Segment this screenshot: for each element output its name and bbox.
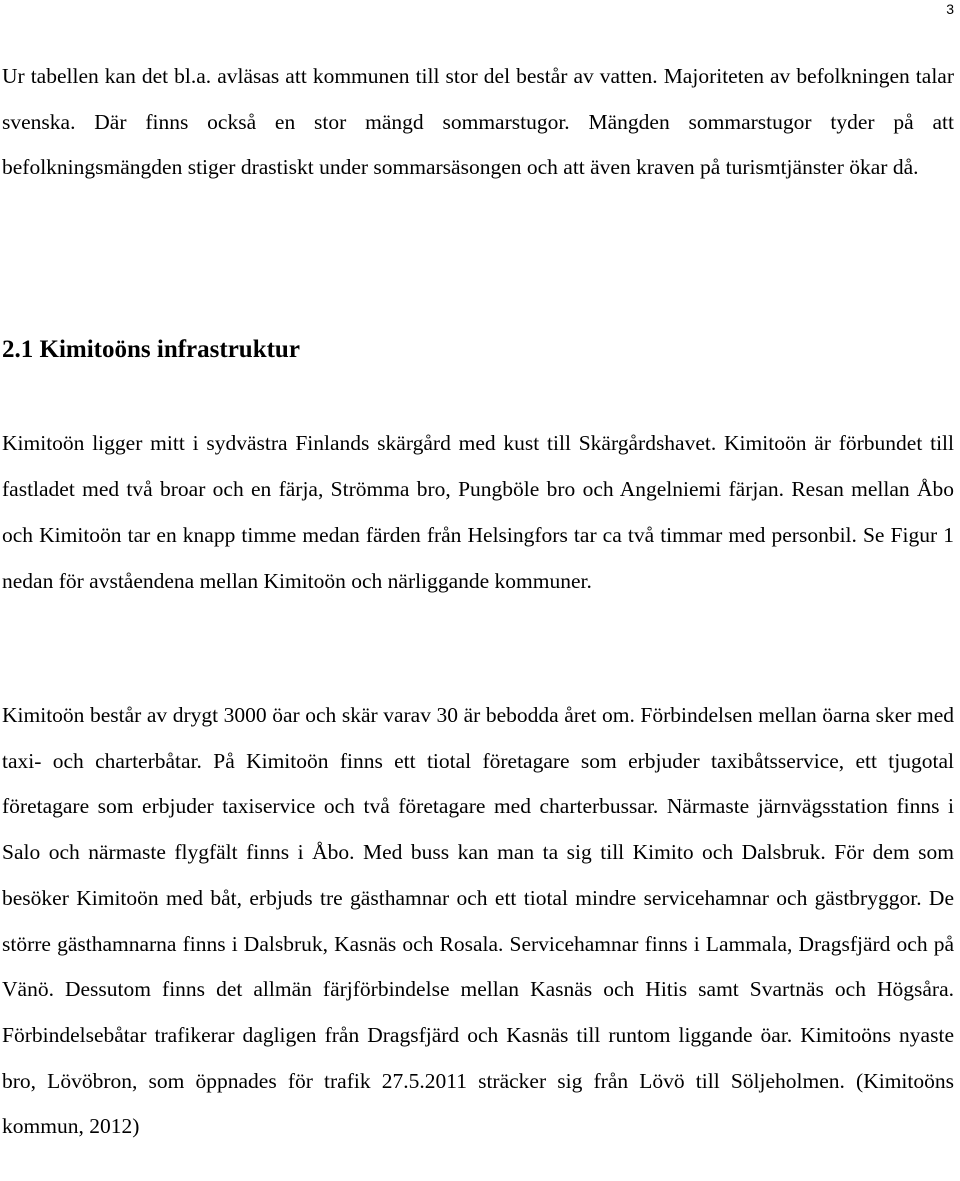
section-heading: 2.1 Kimitoöns infrastruktur [2,336,300,363]
body-paragraph-infrastructure: Kimitoön ligger mitt i sydvästra Finlands skärgård med kust till Skärgårdshavet. Kimitoön är förbundet till fastladet med två broar och en färja, Strömma bro, Pungböle bro och Angelniemi färjan. Resan mellan Åbo och Kimitoön tar en knapp timme medan färden från Helsingfors tar ca två timmar med personbil. Se Figur 1 nedan för avståendena mellan Kimitoön och närliggande kommuner. [2,431,954,593]
body-paragraph-islands-transport: Kimitoön består av drygt 3000 öar och skär varav 30 är bebodda året om. Förbindelsen mellan öarna sker med taxi- och charterbåtar. På Kimitoön finns ett tiotal företagare som erbjuder taxibåtsservice, ett tjugotal företagare som erbjuder taxiservice och två företagare med charterbussar. Närmaste järnvägsstation finns i Salo och närmaste flygfält finns i Åbo. Med buss kan man ta sig till Kimito och Dalsbruk. För dem som besöker Kimitoön med båt, erbjuds tre gästhamnar och ett tiotal mindre servicehamnar och gästbryggor. De större gästhamnarna finns i Dalsbruk, Kasnäs och Rosala. Servicehamnar finns i Lammala, Dragsfjärd och på Vänö. Dessutom finns det allmän färjförbindelse mellan Kasnäs och Hitis samt Svartnäs och Högsåra. Förbindelsebåtar trafikerar dagligen från Dragsfjärd och Kasnäs till runtom liggande öar. Kimitoöns nyaste bro, Lövöbron, som öppnades för trafik 27.5.2011 sträcker sig från Lövö till Söljeholmen. (Kimitoöns kommun, 2012) [2,703,954,1139]
page-number: 3 [946,1,954,17]
intro-paragraph: Ur tabellen kan det bl.a. avläsas att kommunen till stor del består av vatten. Majoriteten av befolkningen talar svenska. Där finns också en stor mängd sommarstugor. Mängden sommarstugor tyder på att befolkningsmängden stiger drastiskt under sommarsäsongen och att även kraven på turismtjänster ökar då. [2,64,954,179]
